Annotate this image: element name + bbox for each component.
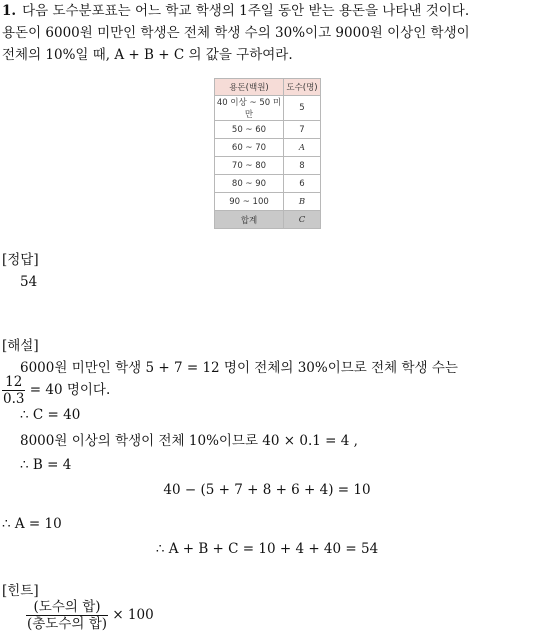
hint-suffix: × 100 xyxy=(112,607,154,623)
explanation-line-4: 8000원 이상의 학생이 전체 10%이므로 40 × 0.1 = 4 , xyxy=(20,433,358,449)
explanation-label: [해설] xyxy=(2,338,39,354)
hint-denominator: (총도수의 합) xyxy=(27,616,108,632)
table-cell-range: 80 ~ 90 xyxy=(215,175,284,193)
table-cell-frequency: 5 xyxy=(284,96,321,121)
question-line-1 xyxy=(2,2,469,20)
table-cell-range: 70 ~ 80 xyxy=(215,157,284,175)
table-cell-range: 90 ~ 100 xyxy=(215,193,284,211)
fraction-numerator: 12 xyxy=(2,374,25,391)
table-header-row xyxy=(215,79,321,96)
hint-fraction xyxy=(26,599,108,632)
table-total-row xyxy=(215,211,321,229)
hint-label: [힌트] xyxy=(2,583,39,599)
explanation-line-6: 40 − (5 + 7 + 8 + 6 + 4) = 10 xyxy=(163,482,371,498)
question-line-2: 용돈이 6000원 미만인 학생은 전체 학생 수의 30%이고 9000원 이상인 학생이 xyxy=(2,25,470,41)
hint-numerator: (도수의 합) xyxy=(26,599,108,616)
table-cell-frequency: 8 xyxy=(284,157,321,175)
frequency-table xyxy=(214,78,321,229)
table-total-label: 합계 xyxy=(215,211,284,229)
question-number: 1. xyxy=(2,3,17,19)
table-row xyxy=(215,96,321,121)
table-cell-frequency xyxy=(284,193,321,211)
answer-value: 54 xyxy=(20,274,38,290)
table-row xyxy=(215,139,321,157)
explanation-line-2 xyxy=(2,374,110,407)
table-row xyxy=(215,193,321,211)
variable-b: B xyxy=(298,196,306,207)
explanation-line-7: ∴ A = 10 xyxy=(2,516,62,532)
table-cell-range: 50 ~ 60 xyxy=(215,121,284,139)
table-row xyxy=(215,121,321,139)
fraction-12-over-03 xyxy=(2,374,25,407)
question-line-3: 전체의 10%일 때, A + B + C 의 값을 구하여라. xyxy=(2,47,293,63)
table-cell-range: 40 이상 ~ 50 미만 xyxy=(215,96,284,121)
explanation-line-3: ∴ C = 40 xyxy=(20,407,81,423)
table-cell-frequency xyxy=(284,139,321,157)
explanation-line-5: ∴ B = 4 xyxy=(20,457,72,473)
table-header-allowance: 용돈(백원) xyxy=(215,79,284,96)
fraction-denominator: 0.3 xyxy=(3,391,25,407)
table-row xyxy=(215,175,321,193)
explanation-line-2-rest: = 40 명이다. xyxy=(29,382,111,398)
table-cell-frequency: 7 xyxy=(284,121,321,139)
variable-c: C xyxy=(298,214,306,225)
table-total-value xyxy=(284,211,321,229)
answer-label: [정답] xyxy=(2,252,39,268)
explanation-line-8: ∴ A + B + C = 10 + 4 + 40 = 54 xyxy=(155,541,379,557)
question-text-1: 다음 도수분포표는 어느 학교 학생의 1주일 동안 받는 용돈을 나타낸 것이다. xyxy=(22,3,470,19)
table-header-frequency: 도수(명) xyxy=(284,79,321,96)
variable-a: A xyxy=(298,142,306,153)
table-cell-frequency: 6 xyxy=(284,175,321,193)
table-row xyxy=(215,157,321,175)
table-cell-range: 60 ~ 70 xyxy=(215,139,284,157)
hint-formula xyxy=(26,599,154,632)
explanation-line-1: 6000원 미만인 학생 5 + 7 = 12 명이 전체의 30%이므로 전체 학생 수는 xyxy=(20,360,458,376)
